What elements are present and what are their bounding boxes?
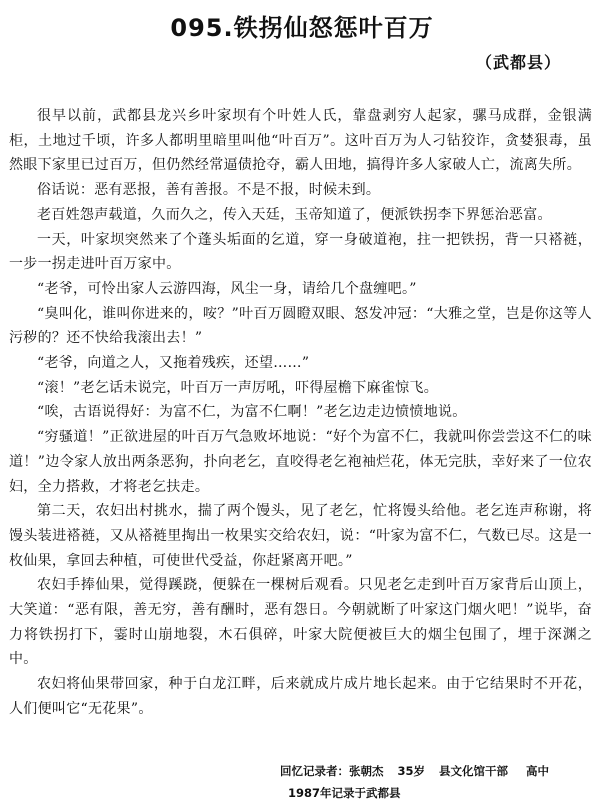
paragraph: 第二天，农妇出村挑水，揣了两个馒头，见了老乞，忙将馒头给他。老乞连声称谢，将馒头装进褡裢，又从褡裢里掏出一枚果实交给农妇，说：“叶家为富不仁，气数已尽。这是一枚仙果，拿回去种植，可使世代受益，你赶紧离开吧。” bbox=[9, 503, 592, 569]
recorder-name: 张朝杰 bbox=[349, 764, 384, 778]
paragraph: “唉，古语说得好：为富不仁，为富不仁啊！”老乞边走边愤愤地说。 bbox=[37, 404, 467, 421]
paragraph: 农妇将仙果带回家，种于白龙江畔，后来就成片成片地长起来。由于它结果时不开花，人们便叫它“无花果”。 bbox=[9, 676, 592, 717]
paragraph: 一天，叶家坝突然来了个蓬头垢面的乞道，穿一身破道袍，拄一把铁拐，背一只褡裢，一步一拐走进叶百万家中。 bbox=[9, 231, 592, 273]
story-title: 095.铁拐仙怒惩叶百万 bbox=[170, 14, 434, 42]
recorder-education: 高中 bbox=[526, 764, 550, 778]
story-body bbox=[9, 104, 592, 722]
recorder-label: 回忆记录者： bbox=[280, 764, 349, 778]
paragraph: 俗话说：恶有恶报，善有善报。不是不报，时候未到。 bbox=[37, 182, 381, 199]
recorder-unit: 县文化馆干部 bbox=[439, 764, 509, 778]
paragraph: “老爷，可怜出家人云游四海，风尘一身，请给几个盘缠吧。” bbox=[37, 280, 417, 297]
story-location: （武都县） bbox=[476, 53, 562, 72]
credits-line-recorder bbox=[280, 760, 549, 782]
record-note: 1987年记录于武都县 bbox=[288, 786, 401, 800]
credits-block bbox=[280, 760, 549, 804]
paragraph: 很早以前，武都县龙兴乡叶家坝有个叶姓人氏，靠盘剥穷人起家，骡马成群，金银满柜，土地过千顷，许多人都明里暗里叫他“叶百万”。这叶百万为人刁钻狡诈，贪婪狠毒，虽然眼下家里已过百万，但仍然经常逼债抢夺，霸人田地，搞得许多人家破人亡，流离失所。 bbox=[9, 108, 592, 174]
paragraph: “老爷，向道之人，又拖着残疾，还望……” bbox=[37, 355, 310, 372]
paragraph: “臭叫化，谁叫你进来的，咹？”叶百万圆瞪双眼、怒发冲冠：“大雅之堂，岂是你这等人污秽的？还不快给我滚出去！” bbox=[9, 305, 592, 347]
paragraph: “滚！”老乞话未说完，叶百万一声厉吼，吓得屋檐下麻雀惊飞。 bbox=[37, 379, 439, 396]
recorder-age: 35岁 bbox=[397, 764, 426, 778]
paragraph: 老百姓怨声载道，久而久之，传入天廷，玉帝知道了，便派铁拐李下界惩治恶富。 bbox=[37, 206, 552, 223]
paragraph: 农妇手捧仙果，觉得蹊跷，便躲在一棵树后观看。只见老乞走到叶百万家背后山顶上，大笑道：“恶有限，善无穷，善有酬时，恶有怨日。今朝就断了叶家这门烟火吧！”说毕，奋力将铁拐打下，霎时山崩地裂，木石俱碎，叶家大院便被巨大的烟尘包围了，埋于深渊之中。 bbox=[9, 577, 592, 668]
paragraph: “穷骚道！”正欲进屋的叶百万气急败坏地说：“好个为富不仁，我就叫你尝尝这不仁的味道！”边令家人放出两条恶狗，扑向老乞，直咬得老乞袍袖烂花，体无完肤，幸好来了一位农妇，全力搭救，才将老乞扶走。 bbox=[9, 429, 592, 495]
